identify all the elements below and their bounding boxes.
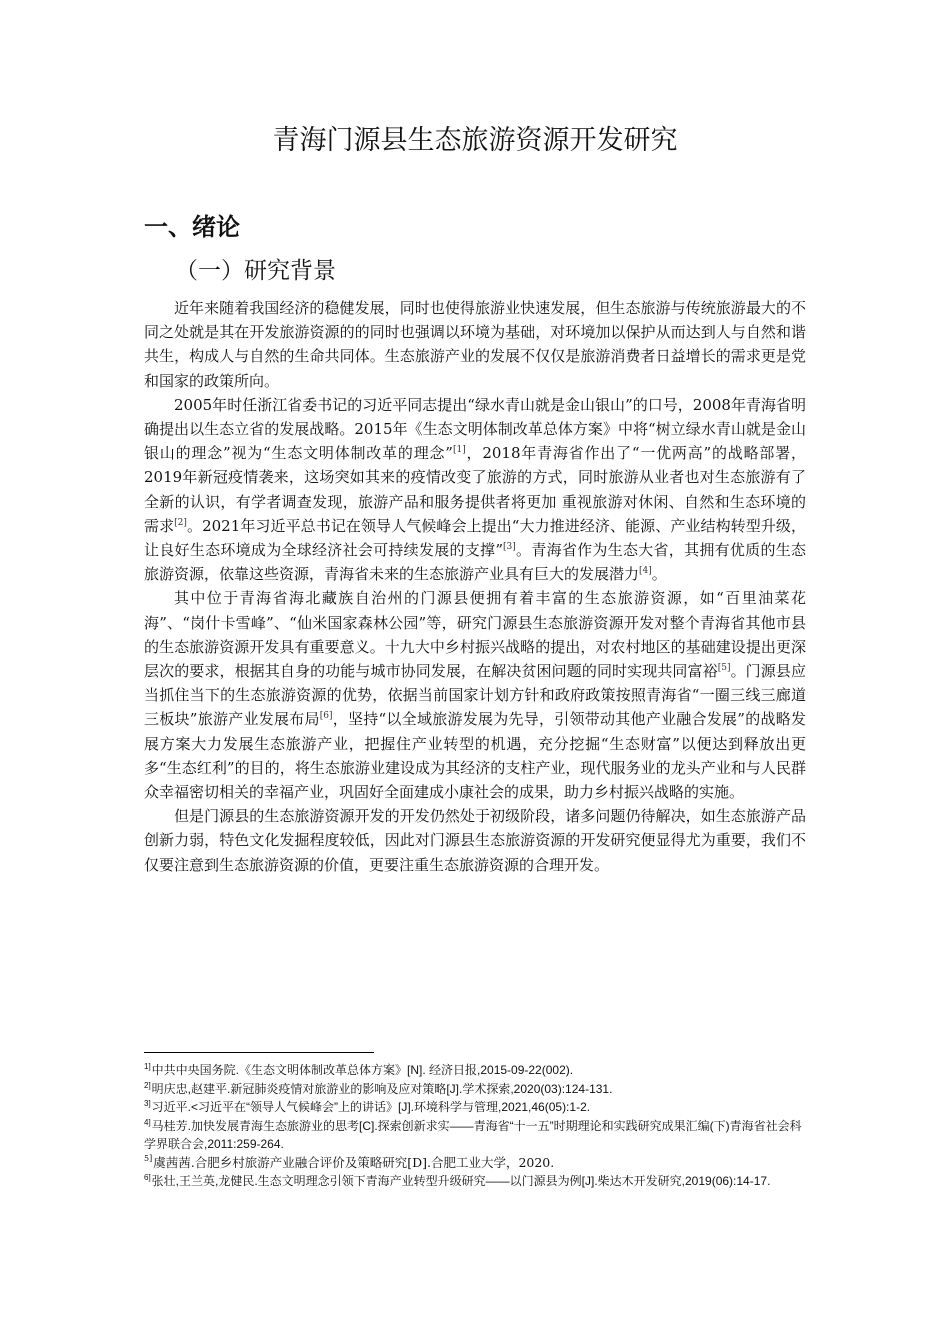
- section-heading: （一）研究背景: [175, 258, 336, 284]
- chapter-heading: 一、绪论: [144, 213, 240, 241]
- footnote-3: [144, 1098, 806, 1117]
- paragraph-text: 其中位于青海省海北藏族自治州的门源县便拥有着丰富的生态旅游资源，如“百里油菜花海”、“岗什卡雪峰”、“仙米国家森林公园”等，研究门源县生态旅游资源开发对整个青海省其他市县的生态旅游资源开发具有重要意义。十九大中乡村振兴战略的提出，对农村地区的基础建设提出更深层次的要求，根据其自身的功能与城市协同发展，在解决贫困问题的同时实现共同富裕: [144, 589, 806, 681]
- citation-ref[interactable]: [5]: [717, 663, 731, 674]
- footnote-separator: [144, 1052, 374, 1053]
- footnotes: [144, 1061, 806, 1191]
- footnote-text: 张壮,王兰英,龙健民.生态文明理念引领下青海产业转型升级研究——以门源县为例[J].柴达木开发研究,2019(06):14-17.: [151, 1174, 771, 1188]
- paragraph-1: [144, 296, 806, 393]
- citation-ref[interactable]: [6]: [319, 711, 333, 722]
- paragraph-text: 。: [651, 565, 667, 584]
- footnote-text: 马桂芳.加快发展青海生态旅游业的思考[C].探索创新求实——青海省“十一五”时期理论和实践研究成果汇编(下)青海省社会科学界联合会,2011:259-264.: [144, 1118, 802, 1151]
- paragraph-text: 。门源县应当抓住当下的生态旅游资源的优势，依据当前国家计划方针和政府政策按照青海省“一圈三线三廊道三板块”旅游产业发展布局: [144, 662, 806, 729]
- paragraph-4: [144, 804, 806, 877]
- footnote-marker: 4]: [144, 1117, 151, 1127]
- footnote-5: [144, 1154, 806, 1173]
- footnote-text: 中共中央国务院.《生态文明体制改革总体方案》[N]. 经济日报,2015-09-22(002).: [151, 1063, 574, 1077]
- body-text: [144, 296, 806, 877]
- footnote-marker: 6]: [144, 1173, 151, 1182]
- footnote-4: [144, 1117, 806, 1154]
- footnote-marker: 5]: [144, 1154, 153, 1164]
- document-title: 青海门源县生态旅游资源开发研究: [272, 125, 678, 156]
- citation-ref[interactable]: [4]: [639, 566, 652, 577]
- paragraph-text: 。青海省作为生态大省，其拥有优质的生态旅游资源，依靠这些资源，青海省未来的生态旅游产业具有巨大的发展潜力: [144, 541, 806, 584]
- footnote-text: 虞茜茜.合肥乡村旅游产业融合评价及策略研究[D].合肥工业大学，2020.: [153, 1154, 555, 1170]
- paragraph-2: [144, 393, 806, 587]
- paragraph-text: ，2018年青海省作出了“一优两高”的战略部署，2019年新冠疫情袭来，这场突如其来的疫情改变了旅游的方式，同时旅游从业者也对生态旅游有了全新的认识，有学者调查发现，旅游产品和服务提供者将更加 重视旅游对休闲、自然和生态环境的需求: [144, 444, 806, 535]
- citation-ref[interactable]: [3]: [503, 542, 516, 553]
- footnote-text: 明庆忠,赵建平.新冠肺炎疫情对旅游业的影响及应对策略[J].学术探索,2020(03):124-131.: [151, 1081, 613, 1096]
- paragraph-text: ，坚持“以全域旅游发展为先导，引领带动其他产业融合发展”的战略发展方案大力发展生态旅游产业，把握住产业转型的机遇，充分挖掘“生态财富”以便达到释放出更多“生态红利”的目的，将生态旅游业建设成为其经济的支柱产业，现代服务业的龙头产业和与人民群众幸福密切相关的幸福产业，巩固好全面建成小康社会的成果，助力乡村振兴战略的实施。: [144, 710, 806, 802]
- footnote-6: [144, 1172, 806, 1191]
- footnote-1: [144, 1061, 806, 1080]
- footnote-marker: 1]: [144, 1062, 151, 1071]
- paragraph-3: [144, 586, 806, 804]
- paragraph-text: 2005年时任浙江省委书记的习近平同志提出“绿水青山就是金山银山”的口号，2008年青海省明确提出以生态立省的发展战略。2015年《生态文明体制改革总体方案》中将“树立绿水青山就是金山银山的理念”视为“生态文明体制改革的理念”: [144, 395, 806, 463]
- footnote-text: 习近平.<习近平在“领导人气候峰会”上的讲话》[J].环境科学与管理,2021,46(05):1-2.: [151, 1100, 591, 1114]
- citation-ref[interactable]: [2]: [174, 517, 187, 528]
- paragraph-text: 。2021年习近平总书记在领导人气候峰会上提出“大力推进经济、能源、产业结构转型升级，让良好生态环境成为全球经济社会可持续发展的支撑”: [144, 516, 806, 560]
- citation-ref[interactable]: [1]: [452, 445, 466, 456]
- footnote-marker: 3]: [144, 1099, 151, 1108]
- paragraph-text: 但是门源县的生态旅游资源开发的开发仍然处于初级阶段，诸多问题仍待解决，如生态旅游产品创新力弱，特色文化发掘程度较低，因此对门源县生态旅游资源的开发研究便显得尤为重要，我们不仅要注意到生态旅游资源的价值，更要注重生态旅游资源的合理开发。: [144, 807, 806, 874]
- footnote-marker: 2]: [144, 1080, 151, 1090]
- footnote-2: [144, 1080, 806, 1099]
- paragraph-text: 近年来随着我国经济的稳健发展，同时也使得旅游业快速发展，但生态旅游与传统旅游最大的不同之处就是其在开发旅游资源的的同时也强调以环境为基础，对环境加以保护从而达到人与自然和谐共生，构成人与自然的生命共同体。生态旅游产业的发展不仅仅是旅游消费者日益增长的需求更是党和国家的政策所向。: [144, 299, 806, 390]
